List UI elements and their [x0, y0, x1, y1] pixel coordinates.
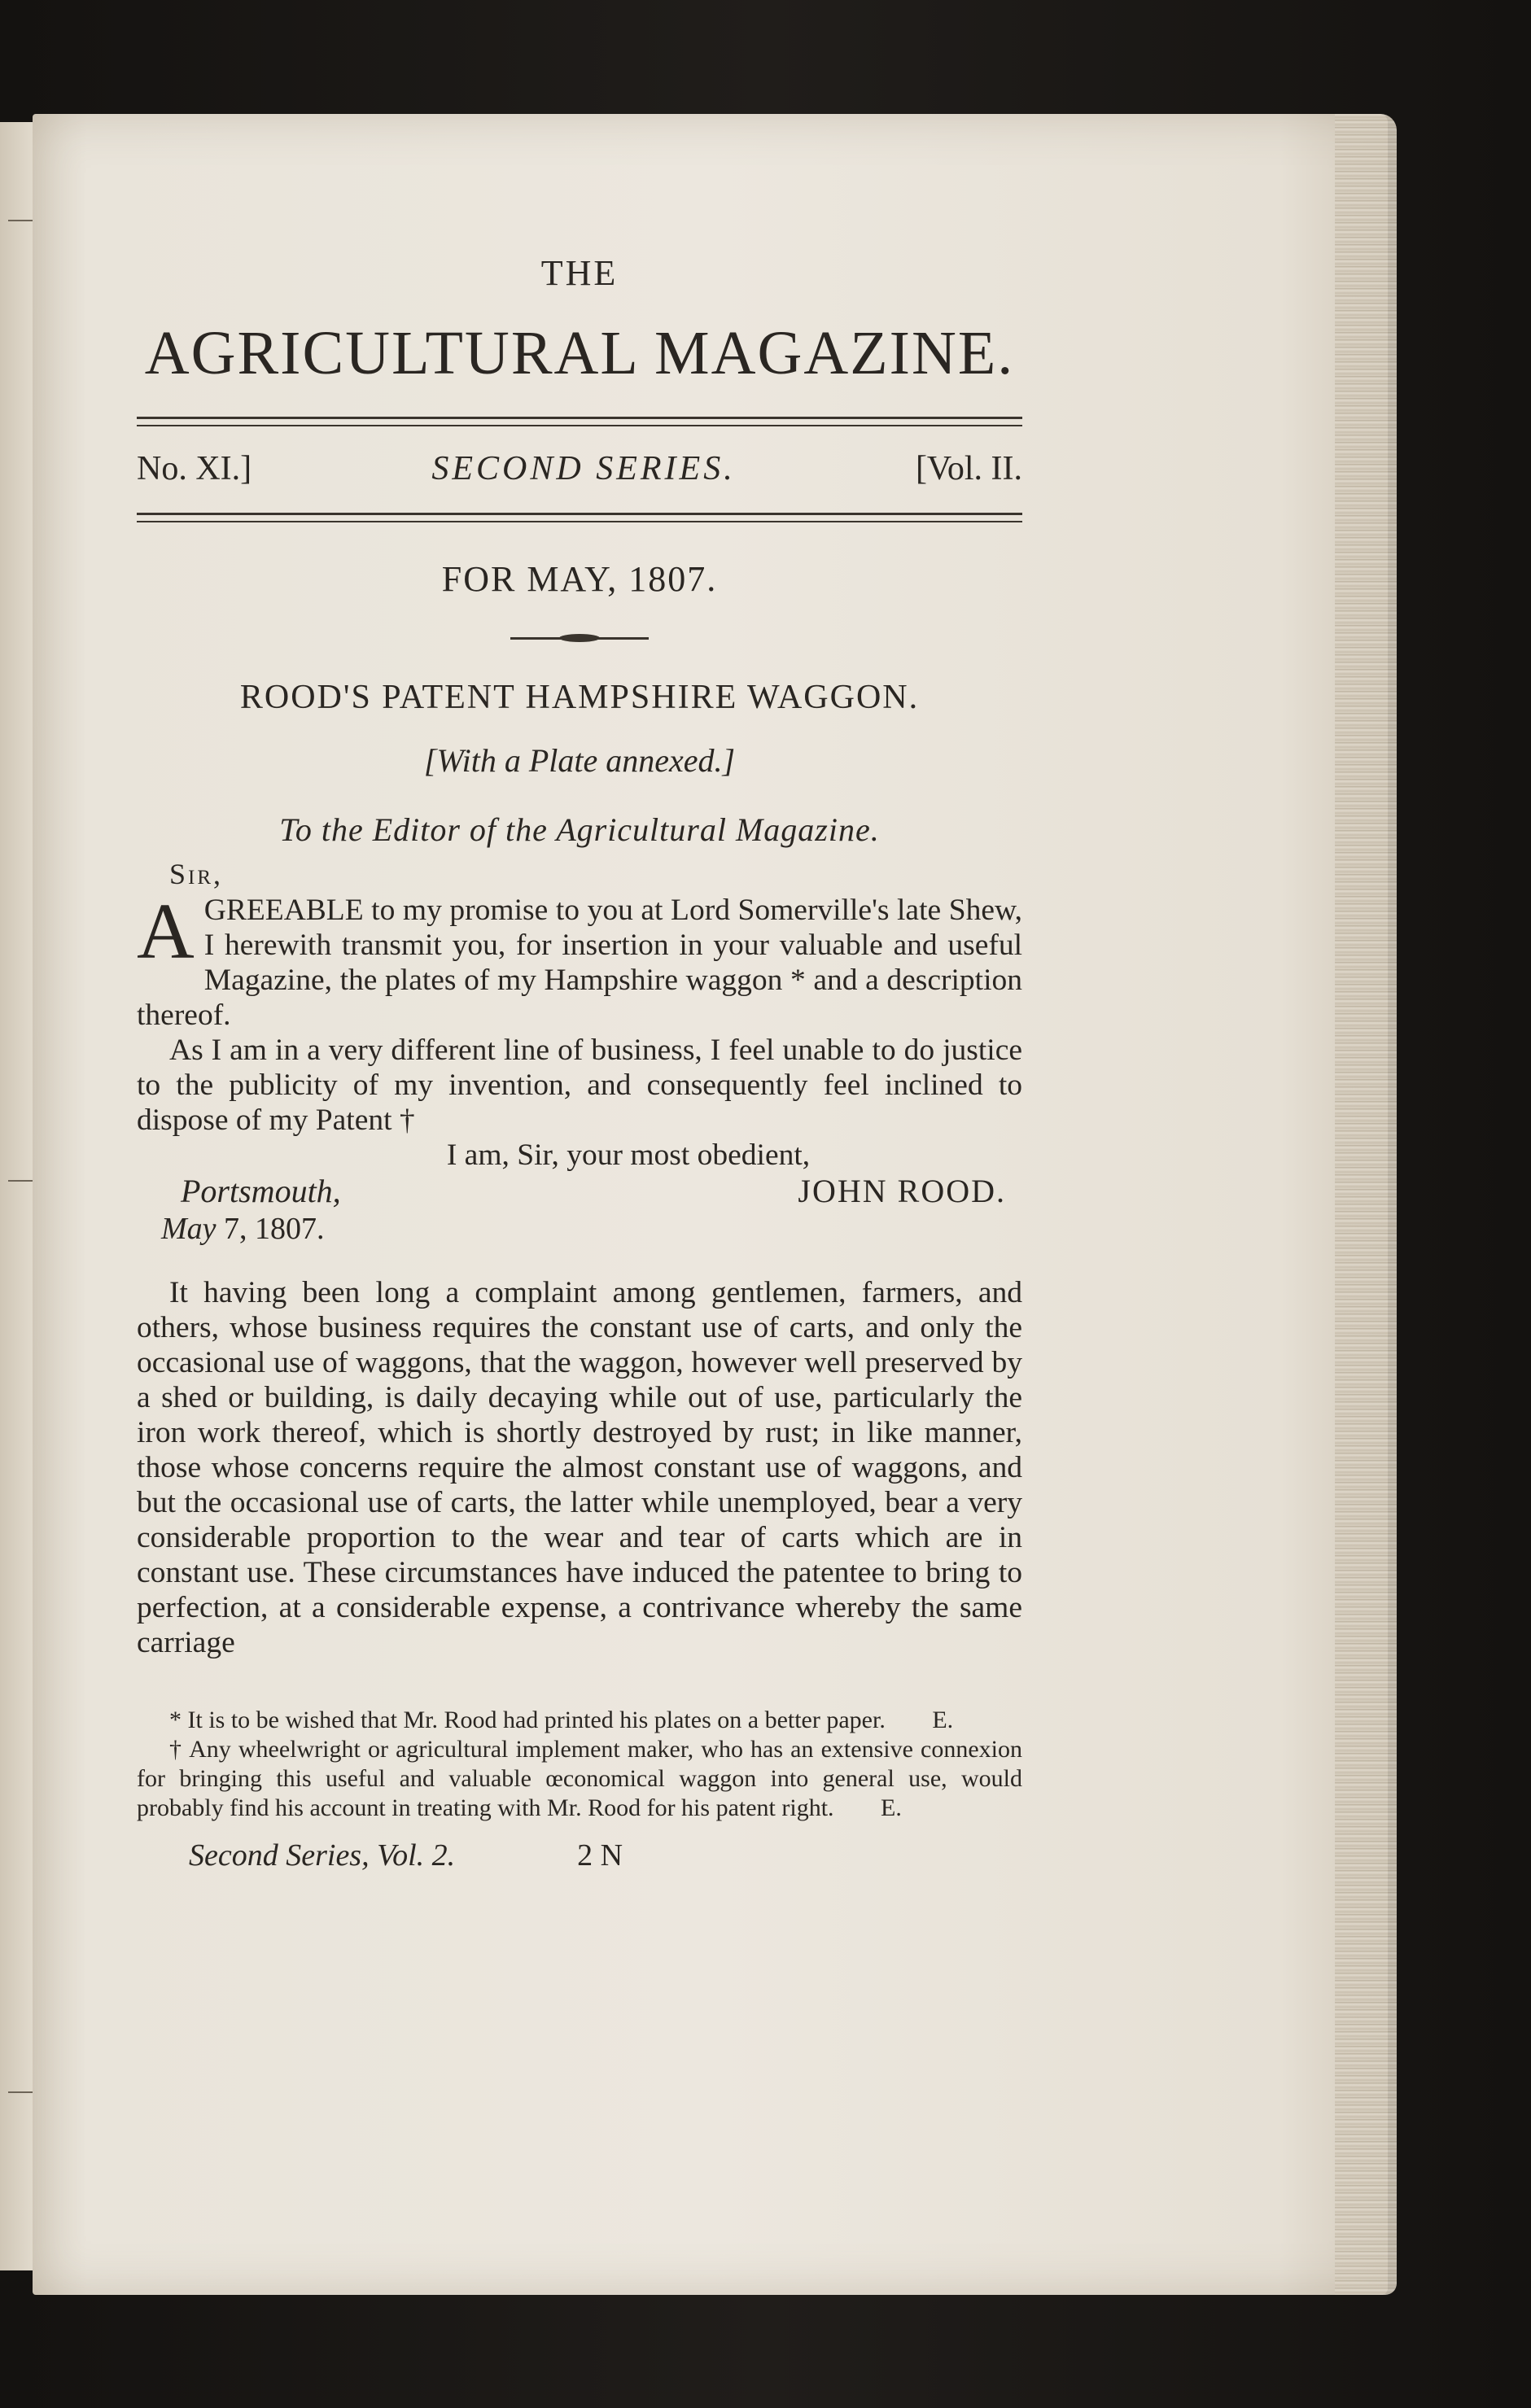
letter-date: [137, 1210, 1022, 1248]
footer-series-volume: Second Series, Vol. 2.: [189, 1838, 456, 1873]
letter-paragraph: As I am in a very different line of business, I feel unable to do justice to the publicity of my invention, and consequently feel inclined to dispose of my Patent †: [137, 1034, 1022, 1137]
footnote: [137, 1735, 1022, 1823]
letter-signature: JOHN ROOD.: [798, 1173, 1006, 1209]
header-rule-bottom: [137, 513, 1022, 529]
footer-signature-mark: 2 N: [577, 1838, 623, 1873]
footnotes: [137, 1706, 1022, 1823]
letter-signature-row: [137, 1173, 1022, 1210]
ornament-divider: [510, 632, 649, 644]
volume-label: [Vol. II.: [915, 450, 1022, 487]
series-label: SECOND SERIES.: [431, 450, 736, 487]
page-content: [137, 252, 1022, 1873]
page-fore-edge: [1335, 114, 1397, 2295]
footnote: [137, 1706, 1022, 1735]
letter-paragraph: [137, 888, 1022, 1033]
page-footer: [137, 1838, 1022, 1873]
series-line: [137, 449, 1022, 488]
article-title: ROOD'S PATENT HAMPSHIRE WAGGON.: [239, 679, 920, 716]
footnote-text: * It is to be wished that Mr. Rood had printed his plates on a better paper.: [169, 1707, 886, 1733]
issue-date: FOR MAY, 1807.: [441, 559, 718, 599]
article-paragraph: It having been long a complaint among gentlemen, farmers, and others, whose business requires the constant use of carts, and only the occasional use of waggons, that the waggon, however well preserved by a shed or building, is daily decaying while out of use, particularly the iron work thereof, which is shortly destroyed by rust; in like manner, those whose concerns require the almost constant use of waggons, and but the occasional use of carts, the latter while unemployed, bear a very considerable proportion to the wear and tear of carts which are in constant use. These circumstances have induced the patentee to bring to perfection, at a considerable expense, a contrivance whereby the same carriage: [137, 1276, 1022, 1659]
letter-addressee: To the Editor of the Agricultural Magazine.: [279, 811, 880, 848]
letter-date-month: May: [161, 1212, 217, 1246]
drop-cap: A: [137, 888, 195, 976]
plate-note: [With a Plate annexed.]: [423, 742, 736, 779]
paragraph-text: GREEABLE to my promise to you at Lord Somerville's late Shew, I herewith transmit you, for insertion in your valuable and useful Magazine, the plates of my Hampshire waggon * and a description thereof.: [137, 894, 1022, 1032]
masthead-the: THE: [540, 253, 619, 293]
header-rule-top: [137, 417, 1022, 433]
letter-closing: I am, Sir, your most obedient,: [446, 1138, 811, 1172]
letter-place: Portsmouth,: [181, 1173, 341, 1209]
magazine-title: AGRICULTURAL MAGAZINE.: [144, 319, 1015, 387]
footnote-initial: E.: [932, 1707, 954, 1733]
letter-date-rest: 7, 1807.: [224, 1212, 325, 1246]
footnote-initial: E.: [881, 1794, 902, 1821]
letter-salutation: Sir,: [169, 858, 224, 890]
footnote-text: † Any wheelwright or agricultural implement maker, who has an extensive connexion for bringing this useful and valuable œconomical waggon into general use, would probably find his account in treating with Mr. Rood for his patent right.: [137, 1736, 1022, 1821]
issue-number: No. XI.]: [137, 450, 252, 487]
